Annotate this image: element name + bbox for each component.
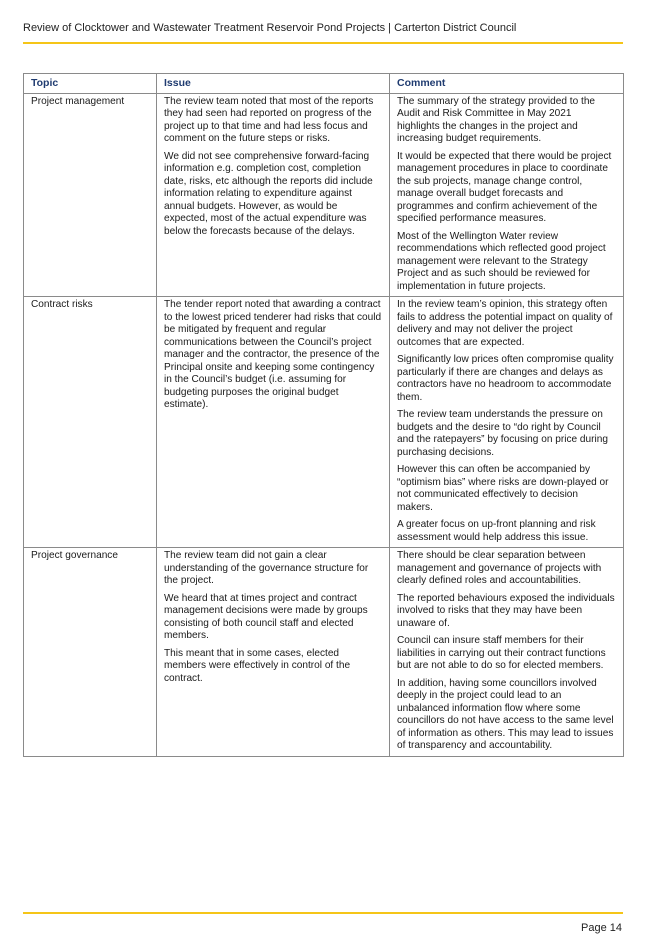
issue-cell [157,548,390,757]
comment-paragraph: In the review team’s opinion, this strategy often fails to address the potential impact on quality of delivery and may not deliver the project outcomes that are expected. [397,299,613,348]
topic-text: Project governance [31,550,118,561]
page-header-title: Review of Clocktower and Wastewater Treatment Reservoir Pond Projects | Carterton District Council [23,22,517,34]
comment-cell [390,548,624,757]
issue-cell [157,93,390,297]
comment-cell [390,93,624,297]
review-table [23,73,624,757]
comment-paragraph: However this can often be accompanied by “optimism bias” where risks are down-played or not communicated effectively to decision makers. [397,464,609,513]
table-row [24,548,624,757]
comment-paragraph: It would be expected that there would be project management procedures in place to coordinate the sub projects, manage change control, manage overall budget forecasts and programmes and confirm achievement of the specified performance measures. [397,150,612,224]
comment-paragraph: In addition, having some councillors involved deeply in the project could lead to an unbalanced information flow where some councillors do not have access to the same level of information as others. This may lead to issues of transparency and accountability. [397,677,614,751]
issue-paragraph: We did not see comprehensive forward-facing information e.g. completion cost, completion date, risks, etc although the reports did include information relating to expenditure against annual budgets. However, as would be expected, most of the actual expenditure was below the forecasts because of the delays. [164,150,373,237]
issue-cell [157,297,390,548]
footer-rule [23,912,623,914]
topic-cell [24,548,157,757]
column-header-topic: Topic [24,74,157,94]
issue-paragraph: This meant that in some cases, elected members were effectively in control of the contract. [164,647,351,684]
topic-text: Contract risks [31,299,93,310]
issue-paragraph: The tender report noted that awarding a contract to the lowest priced tenderer had risks that could be mitigated by frequent and regular communications between the Council’s project manager and the contractor, the presence of the Principal onsite and keeping some contingency in the Council’s budget (i.e. assuming for budgeting purposes the original budget estimate). [164,299,382,410]
column-header-issue: Issue [157,74,390,94]
topic-text: Project management [31,95,125,107]
page-number: Page 14 [581,922,622,934]
column-header-comment: Comment [390,74,624,94]
comment-paragraph: The summary of the strategy provided to the Audit and Risk Committee in May 2021 highlights the changes in the project and increasing budget requirements. [397,95,596,144]
table-row [24,297,624,548]
topic-cell [24,93,157,297]
comment-paragraph: A greater focus on up-front planning and risk assessment would help address this issue. [397,519,596,543]
table-header-row [24,74,624,94]
issue-paragraph: The review team noted that most of the reports they had seen had reported on progress of the project up to that time and had less focus and comment on the future steps or risks. [164,95,374,144]
issue-paragraph: We heard that at times project and contract management decisions were made by groups consisting of both council staff and elected members. [164,592,368,641]
comment-paragraph: There should be clear separation between management and governance of projects with clearly defined roles and accountabilities. [397,550,602,586]
table-row [24,93,624,297]
issue-paragraph: The review team did not gain a clear understanding of the governance structure for the project. [164,550,369,586]
topic-cell [24,297,157,548]
comment-cell [390,297,624,548]
comment-paragraph: Significantly low prices often compromise quality particularly if there are changes and delays as contractors have no headroom to accommodate them. [397,354,614,403]
comment-paragraph: The reported behaviours exposed the individuals involved to risks that they may have been unaware of. [397,592,615,629]
comment-paragraph: The review team understands the pressure on budgets and the desire to “do right by Council and the ratepayers” by focusing on price during purchasing decisions. [397,409,608,458]
comment-paragraph: Council can insure staff members for their liabilities in carrying out their contract functions but are not able to do so for elected members. [397,635,606,671]
header-rule [23,42,623,44]
comment-paragraph: Most of the Wellington Water review recommendations which reflected good project management were relevant to the Strategy Project and as such should be reviewed for implementation in future projects. [397,230,606,292]
